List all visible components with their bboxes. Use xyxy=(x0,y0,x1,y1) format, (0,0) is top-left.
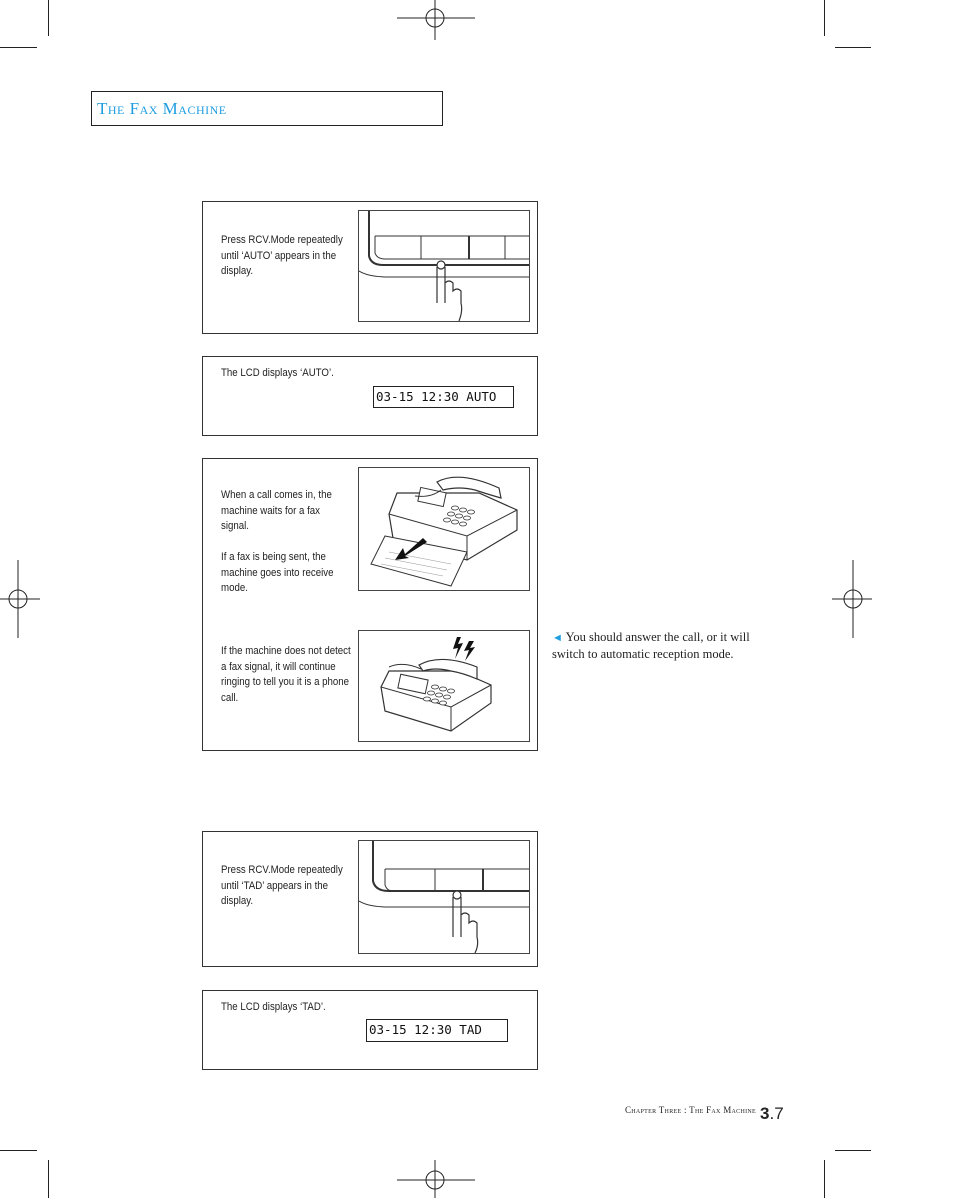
crop-mark xyxy=(0,1150,37,1151)
arrow-left-icon: ◄ xyxy=(552,632,563,644)
crop-mark xyxy=(48,1160,49,1198)
crop-mark xyxy=(824,1160,825,1198)
page-title: The Fax Machine xyxy=(97,99,227,118)
lcd-display: 03-15 12:30 TAD xyxy=(366,1019,508,1042)
step-text: When a call comes in, the machine waits for a fax signal. xyxy=(221,489,332,532)
step-text: Press RCV.Mode repeatedly until ‘TAD’ appears in the display. xyxy=(221,864,343,907)
crop-mark xyxy=(835,1150,871,1151)
registration-mark xyxy=(397,0,475,40)
crop-mark xyxy=(0,47,37,48)
step-text: The LCD displays ‘TAD’. xyxy=(221,1001,326,1013)
fax-receiving-illustration xyxy=(358,467,530,591)
page-number-minor: .7 xyxy=(769,1104,784,1123)
step-text: Press RCV.Mode repeatedly until ‘AUTO’ appears in the display. xyxy=(221,234,343,277)
fax-ringing-illustration xyxy=(358,630,530,742)
press-button-illustration xyxy=(358,840,530,954)
press-button-illustration xyxy=(358,210,530,322)
step-text: If the machine does not detect a fax signal, it will continue ringing to tell you it is a phone call. xyxy=(221,645,351,704)
page-number-major: 3 xyxy=(760,1104,770,1123)
crop-mark xyxy=(48,0,49,36)
side-note-text: You should answer the call, or it will switch to automatic reception mode. xyxy=(552,630,750,661)
crop-mark xyxy=(835,47,871,48)
side-note xyxy=(552,630,762,662)
registration-mark xyxy=(397,1160,475,1198)
running-footer: Chapter Three : The Fax Machine xyxy=(624,1105,756,1115)
crop-mark xyxy=(824,0,825,36)
lcd-display: 03-15 12:30 AUTO xyxy=(373,386,514,408)
registration-mark xyxy=(832,560,872,638)
page-number xyxy=(760,1104,784,1124)
lightning-icon xyxy=(453,637,475,661)
step-text: If a fax is being sent, the machine goes into receive mode. xyxy=(221,551,334,594)
registration-mark xyxy=(0,560,40,638)
step-text: The LCD displays ‘AUTO’. xyxy=(221,367,334,379)
